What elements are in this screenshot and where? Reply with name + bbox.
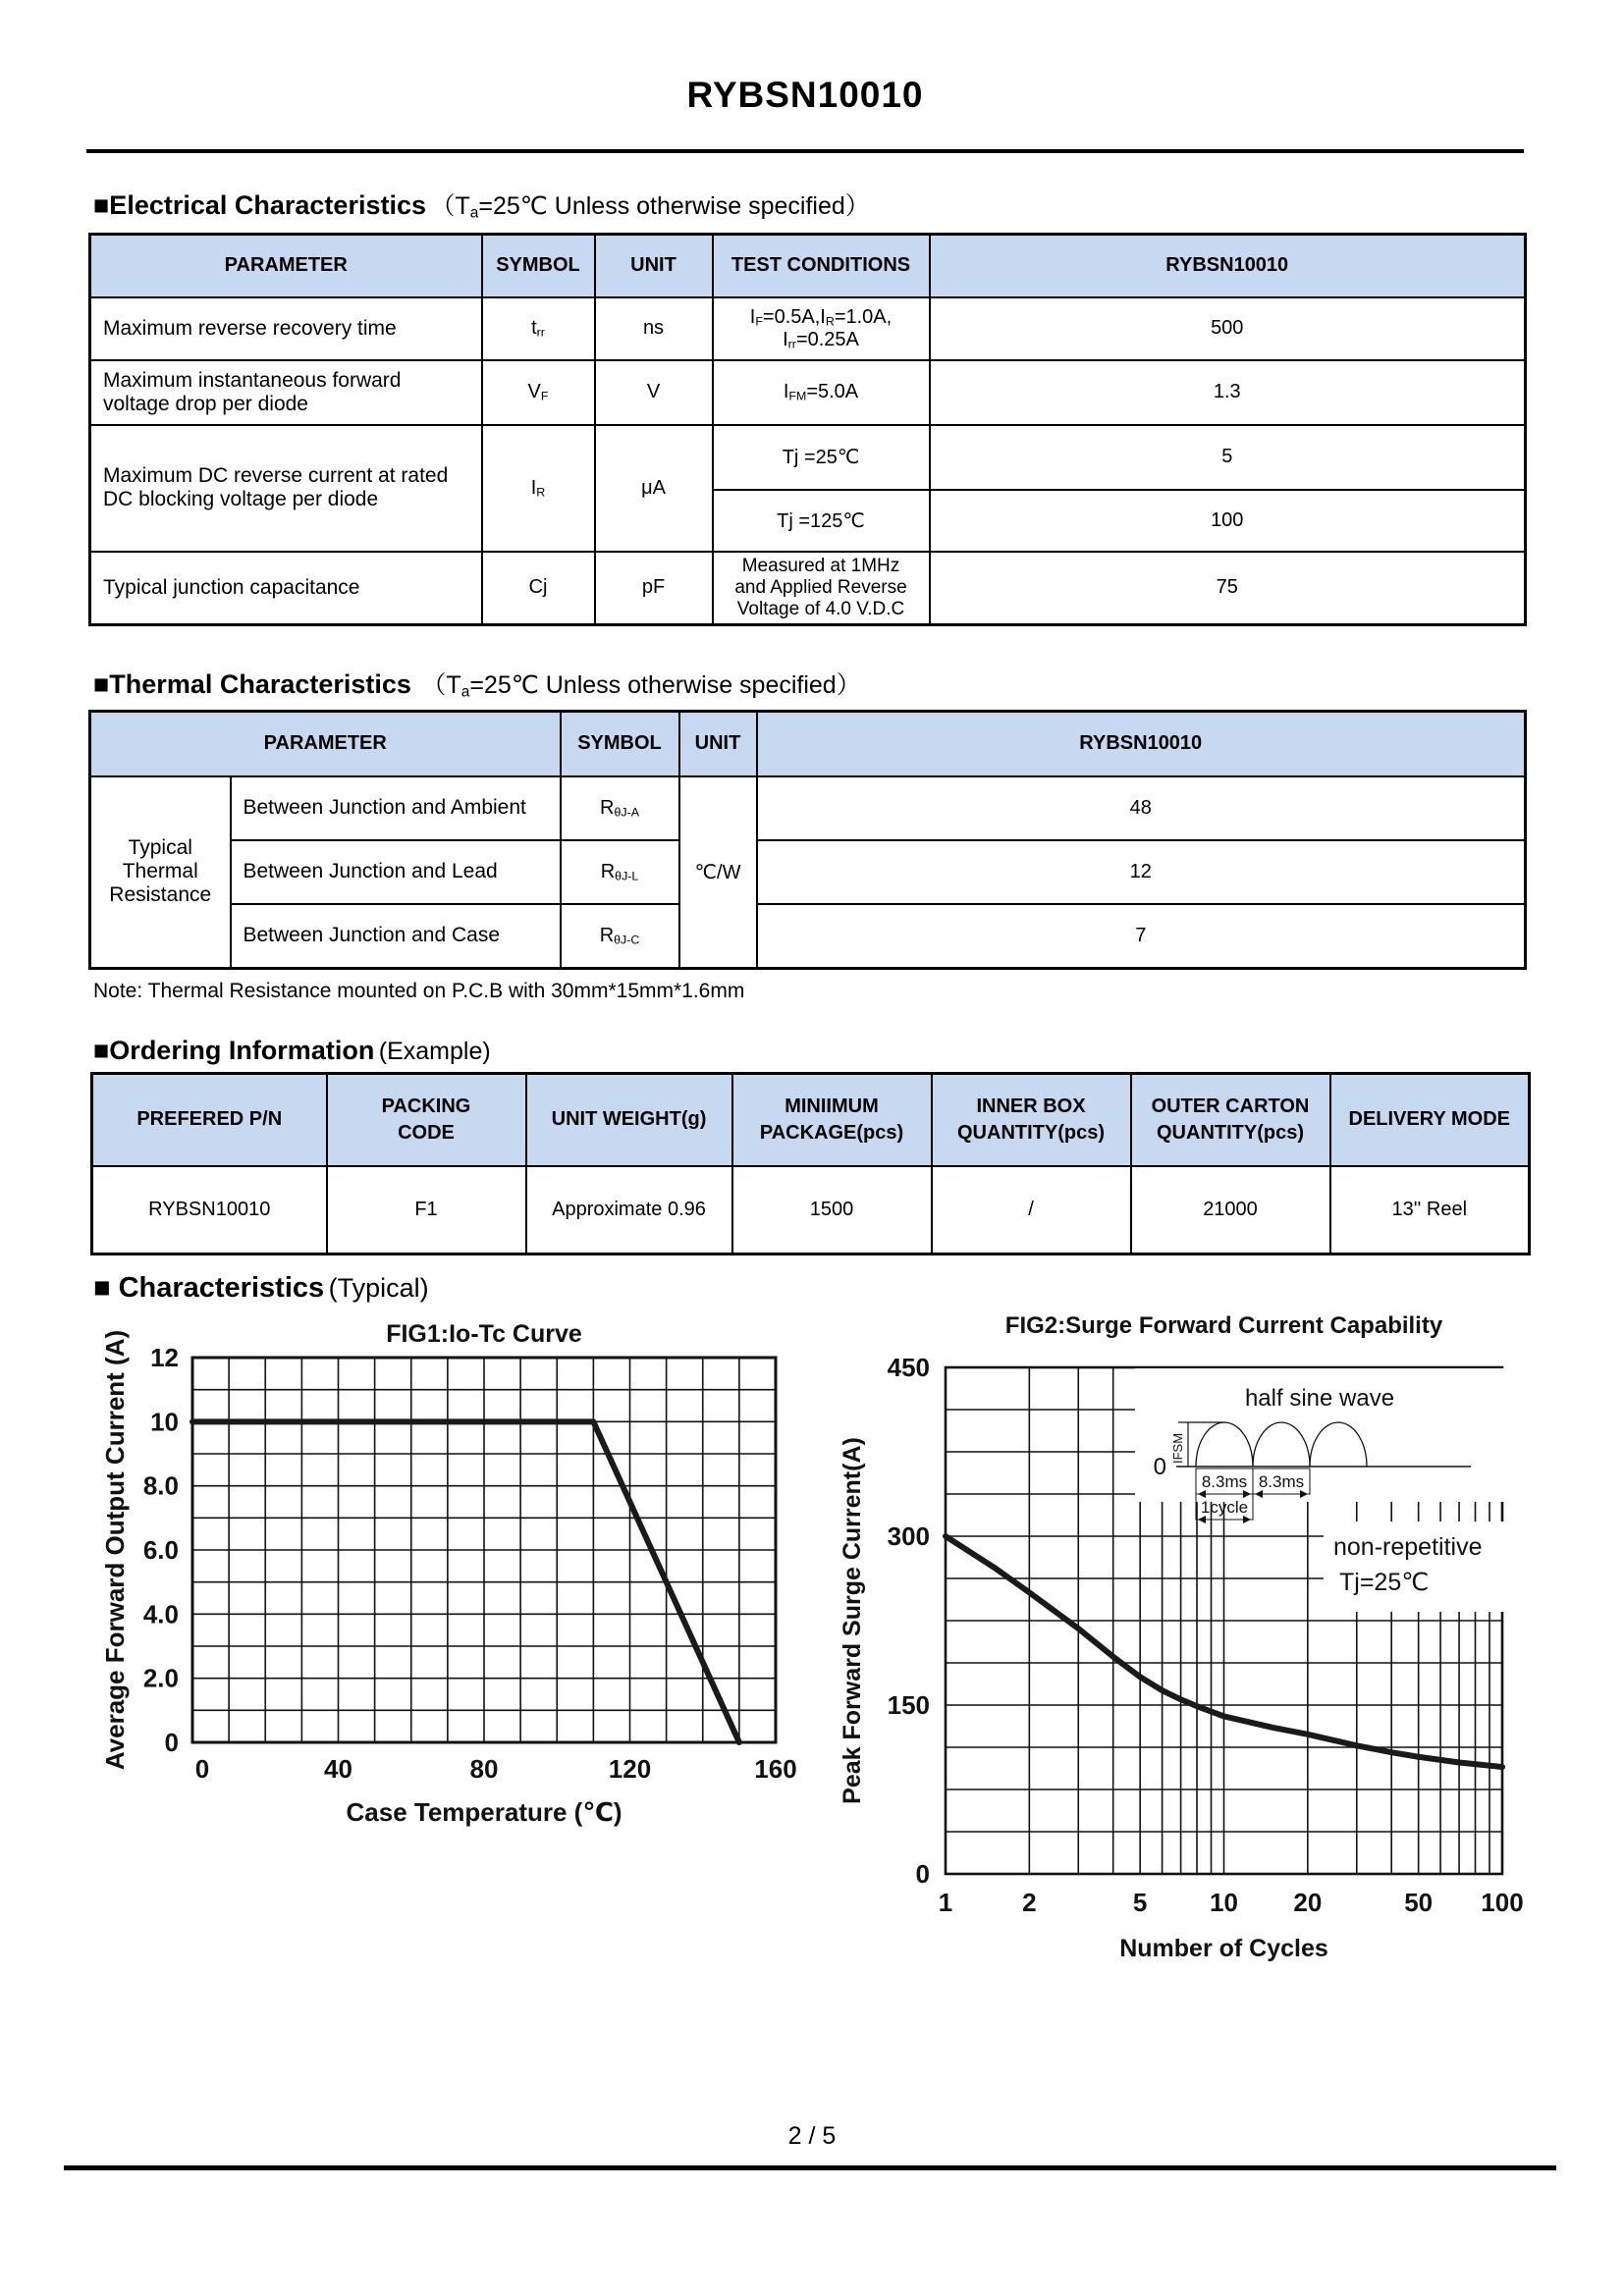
thermal-heading-label: ■Thermal Characteristics <box>93 669 411 699</box>
value-cell: 7 <box>757 904 1526 969</box>
value-cell: 1500 <box>732 1166 932 1255</box>
svg-text:FIG2:Surge Forward Current Cap: FIG2:Surge Forward Current Capability <box>1004 1312 1443 1339</box>
table-row <box>90 360 1526 425</box>
fig2-surge-current-chart <box>835 1306 1600 1993</box>
svg-text:450: 450 <box>887 1353 930 1382</box>
svg-text:FIG1:Io-Tc Curve: FIG1:Io-Tc Curve <box>386 1320 582 1348</box>
title-divider <box>86 149 1524 153</box>
table-row <box>90 904 1526 969</box>
electrical-heading-label: ■Electrical Characteristics <box>93 190 426 220</box>
condition-cell: Measured at 1MHz and Applied Reverse Voltage of 4.0 V.D.C <box>713 552 930 625</box>
svg-text:5: 5 <box>1132 1888 1148 1917</box>
svg-text:0: 0 <box>1153 1454 1166 1480</box>
unit-cell: V <box>595 360 713 425</box>
ordering-heading-label: ■Ordering Information <box>93 1036 375 1065</box>
col-test-conditions: TEST CONDITIONS <box>713 235 930 297</box>
col-inner-box-qty: INNER BOX QUANTITY(pcs) <box>932 1074 1131 1166</box>
electrical-heading <box>93 187 870 222</box>
col-minimum-package: MINIIMUM PACKAGE(pcs) <box>732 1074 932 1166</box>
svg-text:300: 300 <box>887 1522 930 1551</box>
svg-text:100: 100 <box>1481 1888 1524 1917</box>
thermal-note: Note: Thermal Resistance mounted on P.C.B with 30mm*15mm*1.6mm <box>93 980 745 1002</box>
col-unit: UNIT <box>595 235 713 297</box>
value-cell: RYBSN10010 <box>92 1166 327 1255</box>
value-cell: 500 <box>930 297 1526 360</box>
value-cell: 12 <box>757 840 1526 904</box>
svg-text:Tj=25℃: Tj=25℃ <box>1339 1569 1430 1596</box>
svg-text:0: 0 <box>194 1754 210 1784</box>
table-row <box>90 776 1526 840</box>
value-cell: 48 <box>757 776 1526 840</box>
characteristics-heading <box>93 1272 429 1305</box>
parameter-cell: Between Junction and Case <box>231 904 561 969</box>
value-cell: F1 <box>327 1166 526 1255</box>
characteristics-heading-typical: (Typical) <box>328 1273 429 1303</box>
svg-text:10: 10 <box>1210 1888 1238 1917</box>
page-title: RYBSN10010 <box>686 75 924 115</box>
thermal-header-row <box>90 712 1526 776</box>
condition-cell: $I_{FM}=5.0A$ <box>713 360 930 425</box>
parameter-cell: Typical junction capacitance <box>90 552 482 625</box>
value-cell: 21000 <box>1131 1166 1330 1255</box>
svg-text:50: 50 <box>1404 1888 1434 1917</box>
svg-text:120: 120 <box>608 1754 652 1784</box>
unit-cell: μA <box>595 425 713 552</box>
thermal-table <box>88 710 1527 970</box>
table-row <box>90 425 1526 490</box>
svg-text:IFSM: IFSM <box>1170 1432 1185 1464</box>
col-part-number: RYBSN10010 <box>757 712 1526 776</box>
unit-cell: ns <box>595 297 713 360</box>
value-cell: 5 <box>930 425 1526 490</box>
svg-text:20: 20 <box>1293 1888 1323 1917</box>
value-cell: Approximate 0.96 <box>526 1166 732 1255</box>
electrical-header-row <box>90 235 1526 297</box>
svg-text:6.0: 6.0 <box>142 1535 179 1565</box>
col-symbol: SYMBOL <box>561 712 679 776</box>
symbol-cell: $R_{\theta J-C}$ <box>561 904 679 969</box>
condition-cell: $I_F=0.5A,I_R=1.0A$, $I_{rr}=0.25A$ <box>713 297 930 360</box>
col-packing-code: PACKING CODE <box>327 1074 526 1166</box>
fig1-io-tc-chart <box>94 1311 821 1846</box>
value-cell: 13'' Reel <box>1330 1166 1530 1255</box>
col-unit-weight: UNIT WEIGHT(g) <box>526 1074 732 1166</box>
ordering-heading-example: (Example) <box>378 1038 491 1065</box>
svg-text:1cycle: 1cycle <box>1200 1498 1249 1517</box>
parameter-cell: Between Junction and Ambient <box>231 776 561 840</box>
symbol-cell: $t_{rr}$ <box>482 297 595 360</box>
table-row <box>90 840 1526 904</box>
ordering-header-row <box>92 1074 1530 1166</box>
svg-text:150: 150 <box>887 1690 930 1720</box>
svg-text:half sine wave: half sine wave <box>1244 1385 1395 1412</box>
svg-text:40: 40 <box>324 1754 352 1784</box>
svg-text:Number of Cycles: Number of Cycles <box>1119 1935 1328 1962</box>
value-cell: 75 <box>930 552 1526 625</box>
value-cell: / <box>932 1166 1131 1255</box>
svg-text:0: 0 <box>915 1859 930 1889</box>
symbol-cell: Cj <box>482 552 595 625</box>
col-part-number: RYBSN10010 <box>930 235 1526 297</box>
svg-text:160: 160 <box>754 1754 797 1784</box>
condition-cell: Tj =25℃ <box>713 425 930 490</box>
value-cell: 100 <box>930 490 1526 552</box>
parameter-cell: Maximum DC reverse current at rated DC blocking voltage per diode <box>90 425 482 552</box>
col-outer-carton-qty: OUTER CARTON QUANTITY(pcs) <box>1131 1074 1330 1166</box>
unit-cell: ℃/W <box>679 776 757 969</box>
svg-text:8.3ms: 8.3ms <box>1258 1472 1305 1491</box>
symbol-cell: $V_F$ <box>482 360 595 425</box>
svg-text:8.0: 8.0 <box>142 1470 179 1501</box>
table-row <box>90 297 1526 360</box>
col-parameter: PARAMETER <box>90 235 482 297</box>
svg-text:8.3ms: 8.3ms <box>1201 1472 1248 1491</box>
svg-text:2.0: 2.0 <box>142 1663 179 1693</box>
svg-text:12: 12 <box>150 1343 179 1372</box>
unit-cell: pF <box>595 552 713 625</box>
svg-text:2: 2 <box>1022 1888 1037 1917</box>
condition-cell: Tj =125℃ <box>713 490 930 552</box>
thermal-group-label: Typical Thermal Resistance <box>90 776 231 969</box>
symbol-cell: $R_{\theta J-L}$ <box>561 840 679 904</box>
col-parameter: PARAMETER <box>90 712 561 776</box>
symbol-cell: $R_{\theta J-A}$ <box>561 776 679 840</box>
svg-text:Peak Forward Surge Current(A): Peak Forward Surge Current(A) <box>839 1437 866 1804</box>
table-row <box>92 1166 1530 1255</box>
ordering-table <box>90 1072 1531 1255</box>
page-number: 2 / 5 <box>787 2122 837 2150</box>
parameter-cell: Maximum instantaneous forward voltage drop per diode <box>90 360 482 425</box>
thermal-heading-conditions: （$T_a=25℃$ Unless otherwise specified） <box>421 671 861 701</box>
svg-text:non-repetitive: non-repetitive <box>1333 1533 1483 1561</box>
svg-text:Case Temperature (℃): Case Temperature (℃) <box>346 1797 623 1827</box>
parameter-cell: Maximum reverse recovery time <box>90 297 482 360</box>
thermal-heading <box>93 666 861 701</box>
svg-text:4.0: 4.0 <box>142 1599 179 1629</box>
col-prefered-pn: PREFERED P/N <box>92 1074 327 1166</box>
table-row <box>90 552 1526 625</box>
svg-text:0: 0 <box>164 1728 179 1757</box>
value-cell: 1.3 <box>930 360 1526 425</box>
footer-divider <box>64 2165 1556 2170</box>
parameter-cell: Between Junction and Lead <box>231 840 561 904</box>
col-delivery-mode: DELIVERY MODE <box>1330 1074 1530 1166</box>
col-symbol: SYMBOL <box>482 235 595 297</box>
electrical-heading-conditions: （$T_a=25℃$ Unless otherwise specified） <box>430 192 870 222</box>
ordering-heading <box>93 1036 491 1066</box>
svg-text:Average Forward Output Current: Average Forward Output Current (A) <box>100 1329 130 1771</box>
col-unit: UNIT <box>679 712 757 776</box>
symbol-cell: $I_R$ <box>482 425 595 552</box>
electrical-table <box>88 233 1527 626</box>
svg-text:80: 80 <box>469 1754 499 1784</box>
svg-text:1: 1 <box>938 1888 953 1917</box>
characteristics-heading-label: ■ Characteristics <box>93 1272 325 1304</box>
svg-text:10: 10 <box>150 1407 179 1437</box>
